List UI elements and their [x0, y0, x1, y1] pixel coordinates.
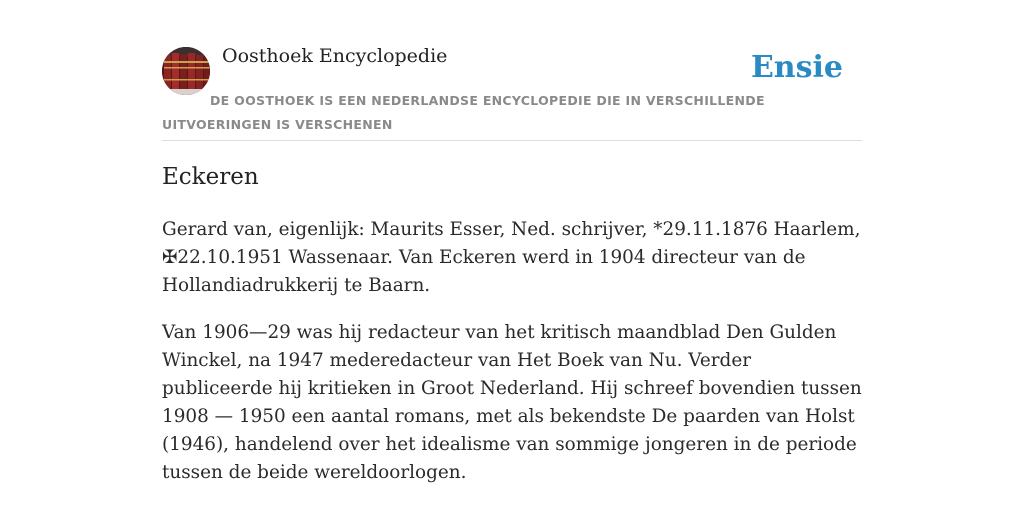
article-paragraph: Gerard van, eigenlijk: Maurits Esser, Ned. schrijver, *29.11.1876 Haarlem, ✠22.10.1951 Wassenaar. Van Eckeren werd in 1904 directeur van de Hollandiadrukkerij te Baarn. — [162, 219, 861, 296]
brand-logo-link[interactable]: Ensie — [750, 50, 843, 85]
page — [162, 0, 862, 483]
article-paragraph: Van 1906—29 was hij redacteur van het kritisch maandblad Den Gulden Winckel, na 1947 mederedacteur van Het Boek van Nu. Verder publiceerde hij kritieken in Groot Nederland. Hij schreef bovendien tussen 1908 — 1950 een aantal romans, met als bekendste De paarden van Holst (1946), handelend over het idealisme van sommige jongeren in de periode tussen de beide wereldoorlogen. — [162, 322, 862, 483]
article-title: Eckeren — [162, 164, 259, 190]
site-title[interactable]: Oosthoek Encyclopedie — [222, 45, 448, 67]
encyclopedia-books-avatar[interactable] — [162, 47, 210, 95]
site-tagline: DE OOSTHOEK IS EEN NEDERLANDSE ENCYCLOPEDIE DIE IN VERSCHILLENDE UITVOERINGEN IS VERSCHENEN — [162, 93, 765, 132]
books-icon — [162, 47, 210, 95]
site-header — [162, 0, 862, 141]
